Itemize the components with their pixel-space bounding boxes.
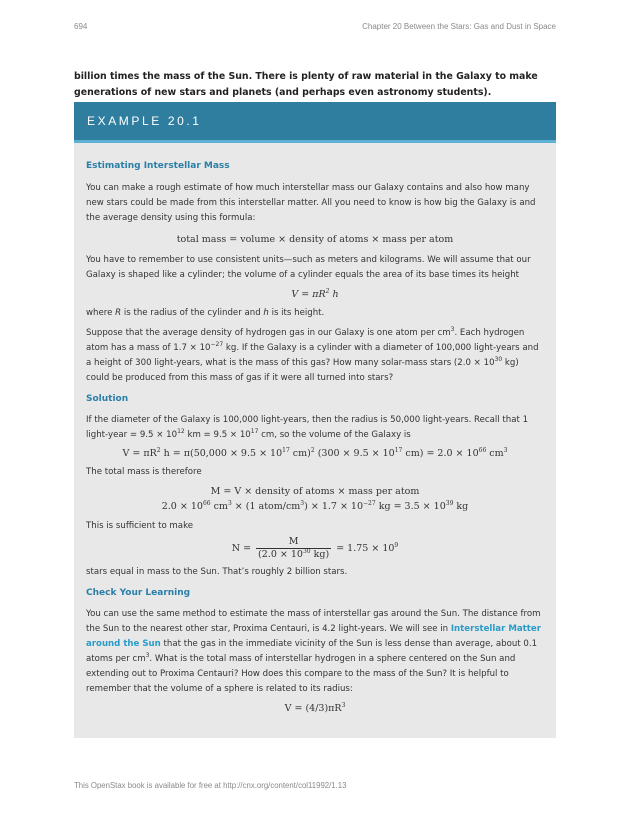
equation-star-count: N = $\frac{M}{(2.0 \times 10^{30} kg)}$ = $1.75 \times 10^9$ (231, 536, 399, 560)
paragraph-stars-result: stars equal in mass to the Sun. That’s roughly 2 billion stars. (86, 567, 348, 577)
equation-cylinder-volume: $V = \pi R^2$ h (291, 287, 339, 300)
equation-sphere-volume: $V = (4/3)\pi R^3$ (284, 701, 346, 714)
equation-total-mass: total mass = volume × density of atoms × mass per atom (176, 234, 454, 245)
paragraph-sufficient: This is sufficient to make (86, 521, 194, 531)
paragraph-intro-estimate: You can make a rough estimate of how much interstellar mass our Galaxy contains and also how many new stars could be made from this interstellar matter. All you need to know is how big the Galaxy is and the average density using this formula: (86, 183, 536, 223)
paragraph-check-learning: You can use the same method to estimate the mass of interstellar gas around the Sun. The distance from the Sun to the nearest other star, Proxima Centauri, is 4.2 light-years. We will see in Interstellar Matter around the Sun that the gas in the immediate vicinity of the Sun is less dense than average, about 0.1 atoms per $cm^3$. What is the total mass of interstellar hydrogen in a sphere centered on the Sun and extending out to Proxima Centauri? How does this compare to the mass of the Sun? It is helpful to remember that the volume of a sphere is related to its radius: (86, 609, 541, 694)
paragraph-where: where R is the radius of the cylinder and h is its height. (86, 308, 325, 318)
check-learning-heading: Check Your Learning (86, 588, 191, 598)
footer-note: This OpenStax book is available for free at http://cnx.org/content/col11992/1.13 (74, 781, 347, 790)
paragraph-solution-radius: If the diameter of the Galaxy is 100,000 light-years, then the radius is 50,000 light-years. Recall that 1 light-year = $9.5 \times 10^{12}$ km = $9.5 \times 10^{17}$ cm, so the volume of the Galaxy is (86, 415, 529, 440)
example-box (74, 102, 556, 738)
paragraph-total-mass: The total mass is therefore (86, 467, 202, 477)
example-title: Estimating Interstellar Mass (86, 161, 230, 171)
paragraph-units: You have to remember to use consistent units—such as meters and kilograms. We will assume that our Galaxy is shaped like a cylinder; the volume of a cylinder equals the area of its base times its height (86, 255, 531, 280)
page-number: 694 (74, 22, 88, 31)
example-body (74, 143, 556, 716)
example-header (74, 102, 556, 143)
equation-galaxy-volume: $V = \pi R^2$ $h = \pi(50,000 \times 9.5 \times 10^{17}$ cm)$^2$ ($300 \times 9.5 \times 10^{17}$ $cm) = 2.0 \times 10^{66}$ $cm^3$ (122, 446, 508, 459)
equation-mass-value: $2.0 \times 10^{66}$ $cm^3 \times (1$ atom/$cm^3) \times 1.7 \times 10^{-27}$ kg = $3.5 \times 10^{39}$ kg (161, 499, 469, 512)
paragraph-problem: Suppose that the average density of hydrogen gas in our Galaxy is one atom per $cm^3$. Each hydrogen atom has a mass of $1.7 \times 10^{-27}$ kg. If the Galaxy is a cylinder with a diameter of 100,000 light-years and a height of 300 light-years, what is the mass of this gas? How many solar-mass stars ($2.0 \times 10^{30}$ kg) could be produced from this mass of gas if it were all turned into stars? (86, 326, 539, 383)
chapter-title: Chapter 20 Between the Stars: Gas and Dust in Space (362, 22, 556, 31)
equation-mass-definition: M = V × density of atoms × mass per atom (210, 486, 420, 497)
solution-heading: Solution (86, 394, 129, 404)
link-interstellar-matter[interactable]: Interstellar Matter around the Sun (86, 624, 541, 649)
intro-paragraph: billion times the mass of the Sun. There is plenty of raw material in the Galaxy to make generations of new stars and planets (and perhaps even astronomy students). (74, 71, 538, 99)
example-label: EXAMPLE 20.1 (87, 114, 202, 128)
